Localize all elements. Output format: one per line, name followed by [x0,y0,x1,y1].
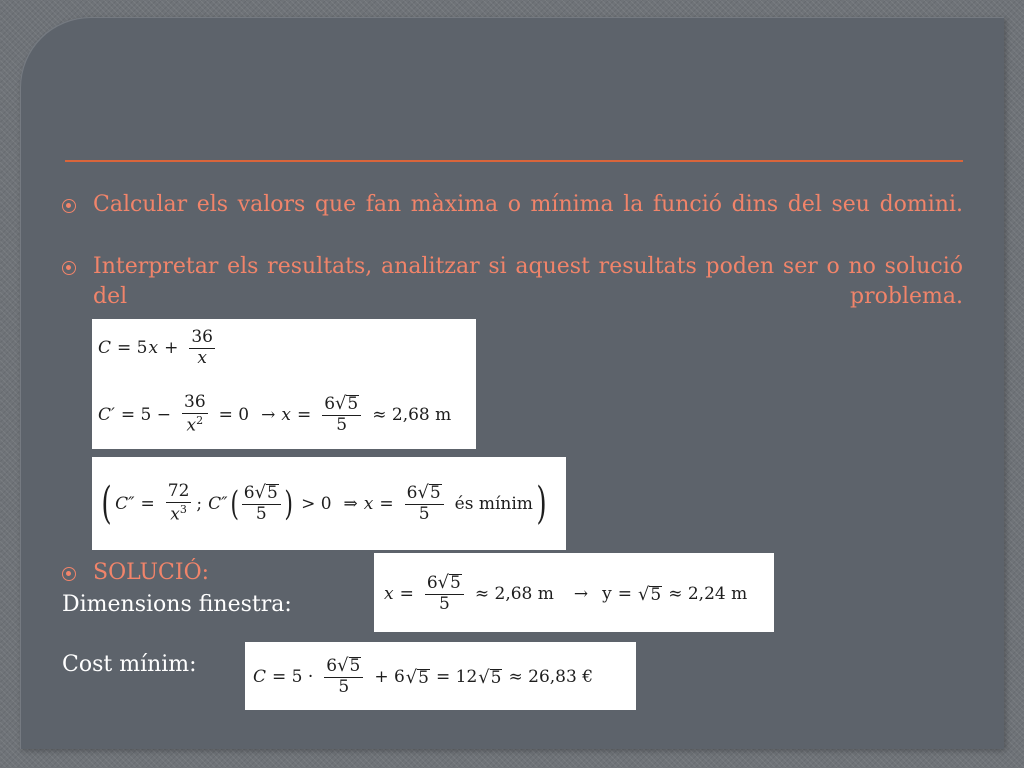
formula-dimensions: x = 6 √ 5 5 ≈ 2,68 m → y = √ 5 ≈ 2,24 m [374,553,774,632]
arrow-icon: → [261,405,276,425]
cost-label: Cost mínim: [62,652,197,677]
implies-icon: ⇒ [343,494,358,514]
arrow-icon: → [573,584,589,604]
formula-cost-minimum: C = 5 · 6 √ 5 5 + 6 √ 5 = 12 √ 5 ≈ 26,83 € [245,642,636,710]
bullet-text-line: Interpretar els resultats, analitzar si aquest resultats poden ser o [93,254,840,279]
bullet-icon [62,261,76,275]
bullet-text-line: Calcular els valors que fan màxima o mínima la funció dins del seu [93,192,870,217]
bullet-text-line: domini. [879,192,963,217]
formula-cost-derivative: C = 5 x + $\frac{36}{x}$ C′ = 5 − $\frac{36}{x^2}$ = 0 → x = 6 √ 5 5 ≈ 2,68 m [92,319,476,449]
title-divider [65,160,963,162]
bullet-calcular [62,190,963,250]
bullet-icon [62,199,76,213]
dimensions-label: Dimensions finestra: [62,592,292,617]
bullet-icon [62,567,76,581]
bullet-solucio: SOLUCIÓ: [62,558,362,618]
formula-second-derivative: ( C″ = $\frac{72}{x^3}$ ; C″ ( 6 √ 5 5 ) > 0 ⇒ x = 6 √ 5 5 és mínim ) [92,457,566,550]
bullet-text-line: no solució del problema. [93,254,964,309]
